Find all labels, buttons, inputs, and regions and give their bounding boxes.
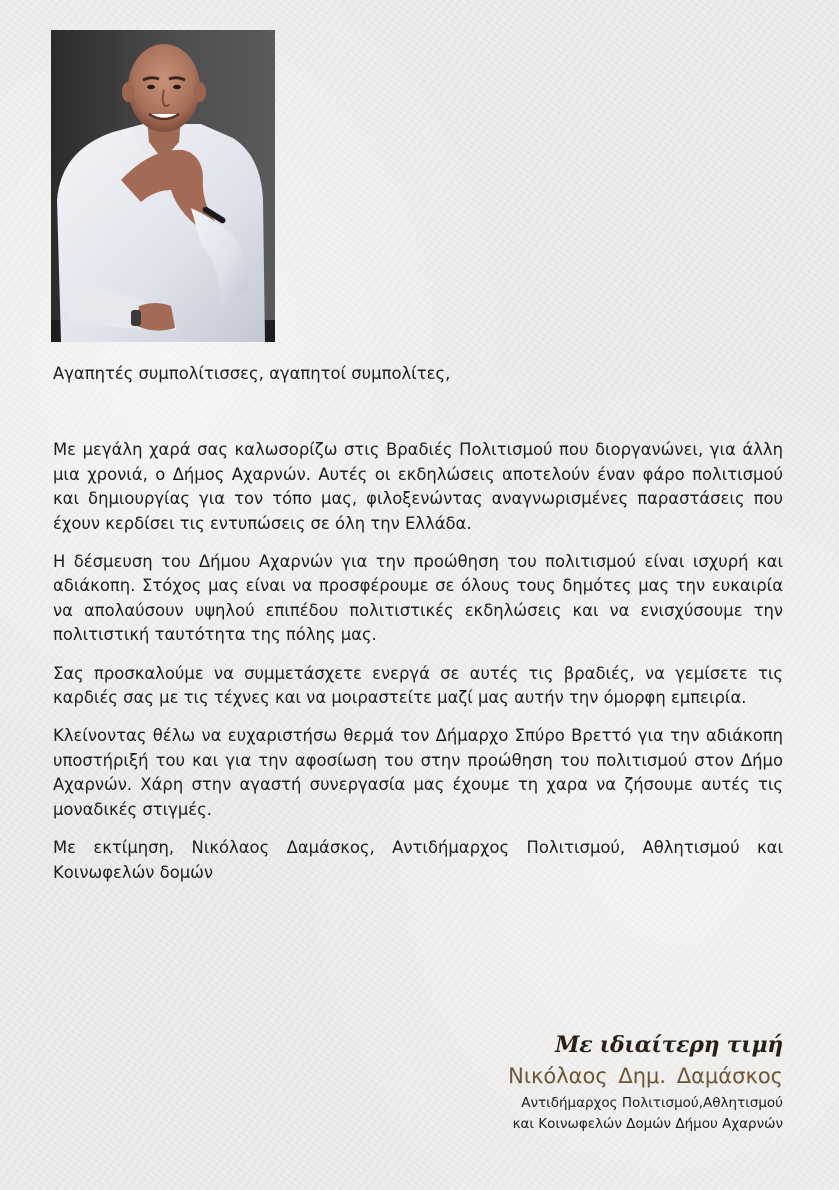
portrait-photo xyxy=(51,30,275,342)
paragraph-2: Η δέσμευση του Δήμου Αχαρνών για την προώθηση του πολιτισμού είναι ισχυρή και αδιάκοπη. Στόχος μας είναι να προσφέρουμε σε όλους τους δημότες μας την ευκαιρία να απολαύσουν υψηλού επιπέδου πολιτιστικές εκδηλώσεις και να ενισχύσουμε την πολιτιστική ταυτότητα της πόλης μας. xyxy=(53,552,783,645)
signatory-title-line-1: Αντιδήμαρχος Πολιτισμού,Αθλητισμού xyxy=(521,1095,783,1111)
letter-body xyxy=(53,362,783,899)
signature-closing: Με ιδιαίτερη τιμή xyxy=(555,1032,783,1058)
signatory-title-line-2: και Κοινωφελών Δομών Δήμου Αχαρνών xyxy=(512,1116,783,1132)
paragraph-1: Με μεγάλη χαρά σας καλωσορίζω στις Βραδιές Πολιτισμού που διοργανώνει, για άλλη μια χρονιά, ο Δήμος Αχαρνών. Αυτές οι εκδηλώσεις αποτελούν έναν φάρο πολιτισμού και δημιουργίας για τον τόπο μας, φιλοξενώντας αναγνωρισμένες παραστάσεις που έχουν κερδίσει τις εντυπώσεις σε όλη την Ελλάδα. xyxy=(53,440,783,533)
portrait-illustration xyxy=(51,30,275,342)
signature-block xyxy=(508,1030,783,1134)
greeting: Αγαπητές συμπολίτισσες, αγαπητοί συμπολίτες, xyxy=(53,364,451,383)
paragraph-3: Σας προσκαλούμε να συμμετάσχετε ενεργά σε αυτές τις βραδιές, να γεμίσετε τις καρδιές σας με τις τέχνες και να μοιραστείτε μαζί μας αυτήν την όμορφη εμπειρία. xyxy=(53,663,783,708)
paragraph-4: Κλείνοντας θέλω να ευχαριστήσω θερμά τον Δήμαρχο Σπύρο Βρεττό για την αδιάκοπη υποστήριξή του και για την αφοσίωση του στην προώθηση του πολιτισμού στον Δήμο Αχαρνών. Χάρη στην αγαστή συνεργασία μας έχουμε τη χαρα να ζήσουμε αυτές τις μοναδικές στιγμές. xyxy=(53,726,783,819)
signatory-name: Νικόλαος Δημ. Δαμάσκος xyxy=(508,1064,783,1088)
closing-paragraph: Με εκτίμηση, Νικόλαος Δαμάσκος, Αντιδήμαρχος Πολιτισμού, Αθλητισμού και Κοινωφελών δομών xyxy=(53,838,783,882)
